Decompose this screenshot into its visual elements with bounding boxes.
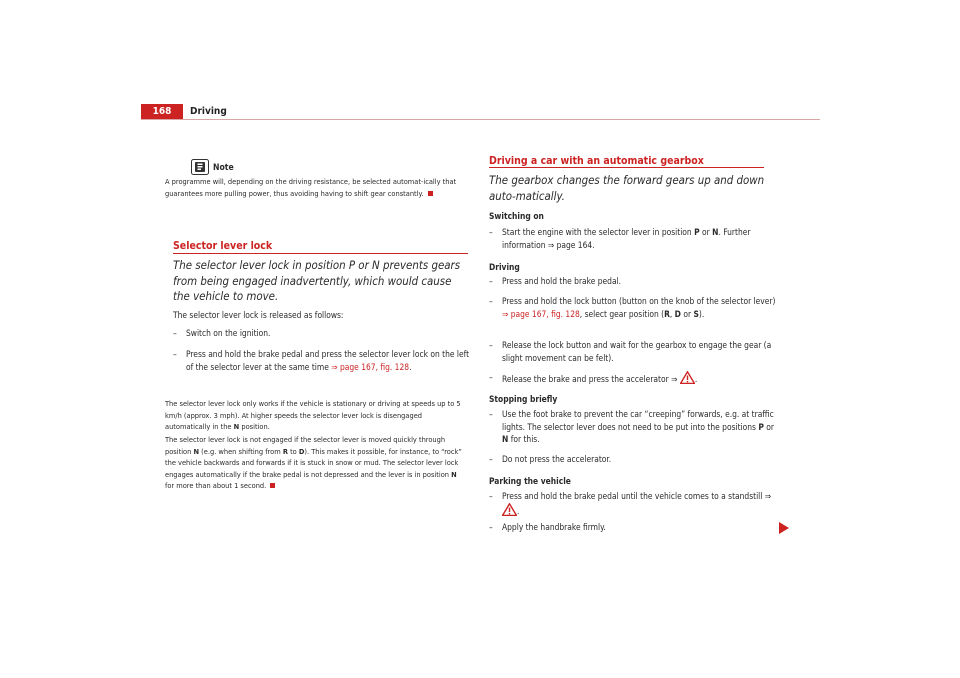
list-item: – Apply the handbrake firmly. [489,522,606,532]
end-marker-icon [428,191,433,196]
note-body: A programme will, depending on the driving resistance, be selected automat-ically that guarantees more pulling power, thus avoiding having to shift gear constantly. [165,177,457,198]
list-item: – Press and hold the brake pedal. [489,276,622,286]
page-number: 168 [141,104,183,119]
section-lead: The selector lever lock in position P or N prevents gears from being engaged inadvertently, which would cause the vehicle to move. [173,258,461,303]
section-rule [173,253,468,254]
warning-icon[interactable] [502,503,517,516]
subheading-driving: Driving [489,262,520,272]
page-reference-link[interactable]: ⇒ page 167, fig. 128 [331,361,410,372]
section-rule [489,167,764,168]
note-icon [191,159,209,175]
list-item: – Use the foot brake to prevent the car “creeping” forwards, e.g. at traffic lights. The selector lever does not need to be put into the positions P or N for this. [489,409,775,445]
continue-arrow-icon[interactable] [778,522,790,534]
list-item: – Press and hold the brake pedal until the vehicle comes to a standstill ⇒ . [489,491,772,516]
subheading-switching-on: Switching on [489,211,544,221]
header-rule [141,119,820,120]
list-item: – Release the lock button and wait for the gearbox to engage the gear (a slight movement can be felt). [489,340,772,363]
subheading-stopping-briefly: Stopping briefly [489,394,558,404]
section-heading-selector-lock: Selector lever lock [173,240,273,252]
list-item: – Release the brake and press the accelerator ⇒ . [489,372,698,384]
paragraph: The selector lever lock only works if the vehicle is stationary or driving at speeds up to 5 km/h (approx. 3 mph). At higher speeds the selector lever lock is disengaged automatically in the N position. [165,399,461,431]
section-heading-automatic-gearbox: Driving a car with an automatic gearbox [489,155,704,167]
intro-text: The selector lever lock is released as follows: [173,310,344,320]
list-item: – Press and hold the lock button (button on the knob of the selector lever) ⇒ page 167, fig. 128, select gear position (R, D or S). [489,296,776,319]
list-item: – Press and hold the brake pedal and press the selector lever lock on the left of the selector lever at the same time ⇒ page 167, fig. 128. [173,349,470,372]
list-item: – Do not press the accelerator. [489,454,612,464]
running-head: Driving [190,106,227,117]
warning-icon[interactable] [680,371,695,384]
list-item: – Switch on the ignition. [173,328,271,338]
list-item: – Start the engine with the selector lever in position P or N. Further information ⇒ page 164. [489,227,751,250]
page-reference-link[interactable]: ⇒ page 167, fig. 128 [502,308,580,319]
end-marker-icon [270,483,275,488]
paragraph: The selector lever lock is not engaged if the selector lever is moved quickly through position N (e.g. when shifting from R to D). This makes it possible, for instance, to “rock” the vehicle backwards and forwards if it is stuck in snow or mud. The selector lever lock engages automatically if the brake pedal is not depressed and the lever is in position N for more than about 1 second. [165,435,462,490]
section-lead: The gearbox changes the forward gears up and down auto-matically. [489,173,765,203]
note-title: Note [213,163,234,173]
subheading-parking: Parking the vehicle [489,476,571,486]
